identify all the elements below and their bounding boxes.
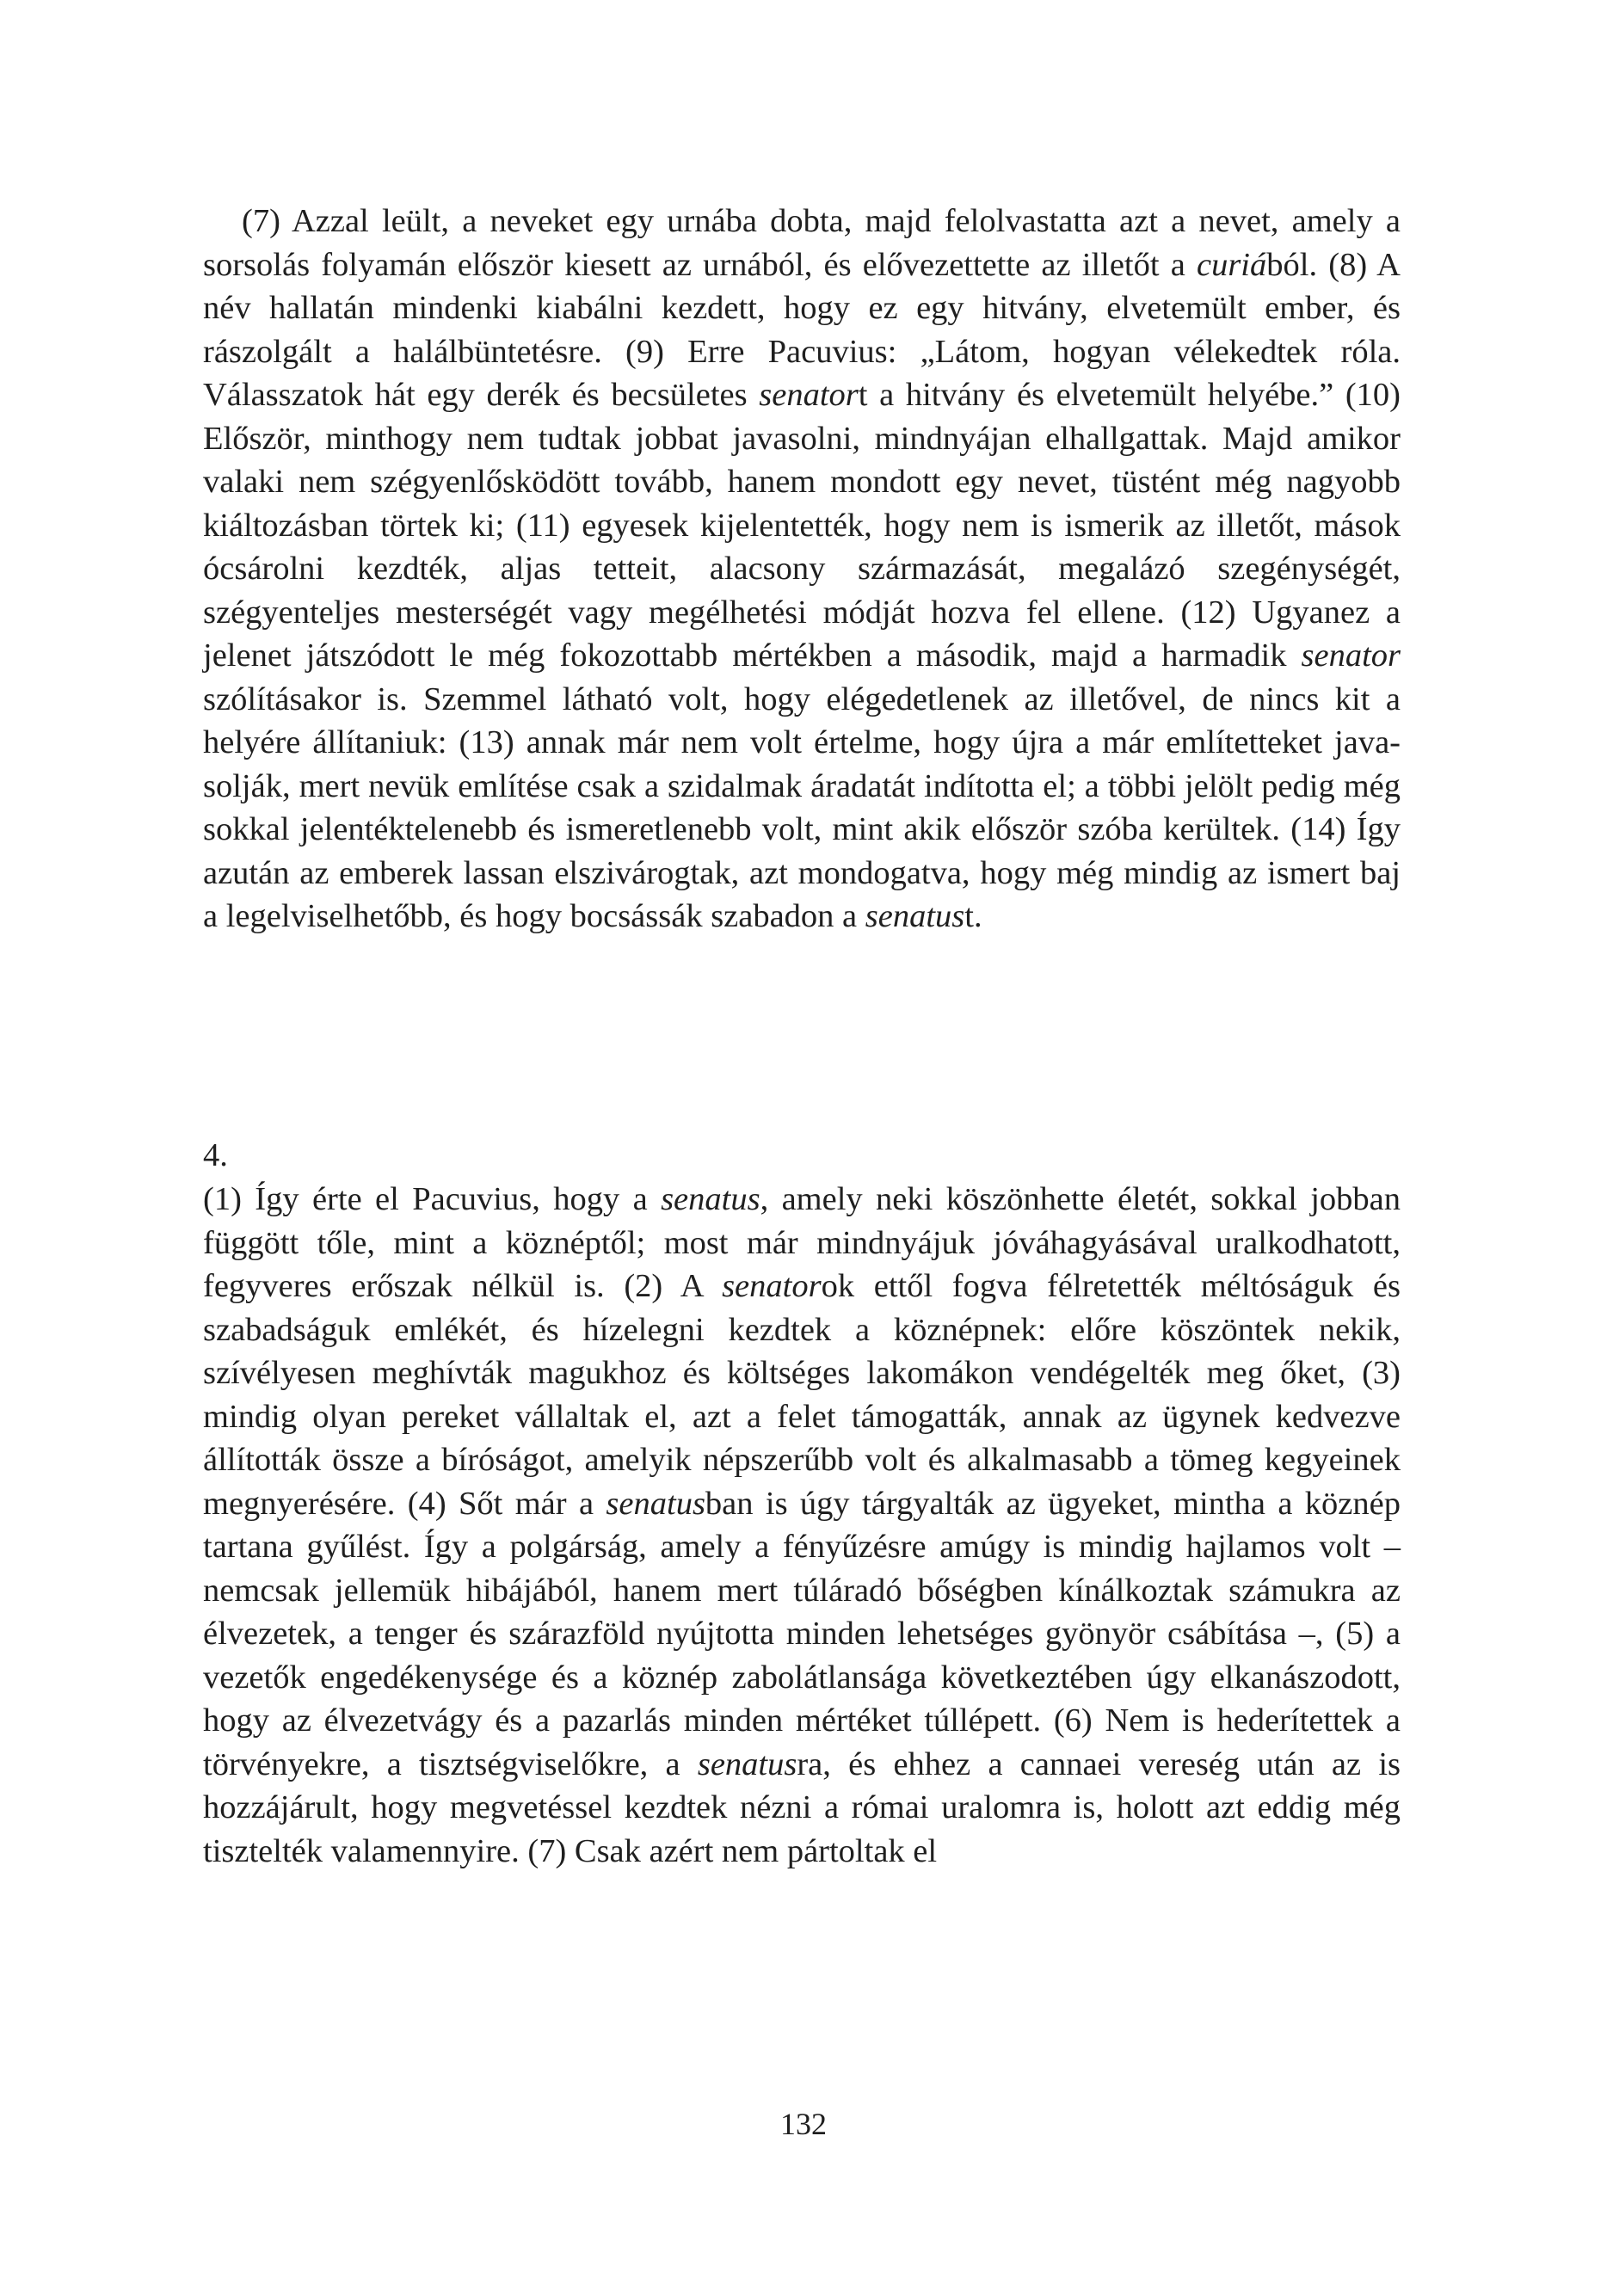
text-run: t. — [964, 898, 982, 934]
paragraph-chapter-4 — [203, 1178, 1401, 1873]
italic-term: senatus — [697, 1745, 797, 1782]
italic-term: senatus — [865, 898, 965, 934]
text-run: (7) Azzal leült, a neveket egy urnába dobta, majd felolvastatta azt a nevet, amely a sorsolás folyamán először kiesett az urnából, és elővezettette az illetőt a — [203, 203, 1401, 283]
text-run: szólításakor is. Szemmel látható volt, hogy elégedetlenek az illetővel, de nincs kit a helyére állítaniuk: (13) annak már nem volt értelme, hogy újra a már említetteket javasolják, mert nevük említése csak a szidalmak áradatát indította el; a többi jelölt pedig még sokkal jelentéktelenebb és ismeretlenebb volt, mint akik először szóba kerültek. (14) Így azután az emberek lassan elszivárogtak, azt mondogatva, hogy még mindig az ismert baj a legelviselhetőbb, és hogy bocsássák szabadon a — [203, 680, 1401, 934]
italic-term: curiá — [1196, 246, 1267, 283]
text-run: ok ettől fogva félretették méltóságuk és szabadságuk emlékét, és hízelegni kezdtek a köznépnek: előre köszöntek nekik, szívélyesen meghívták magukhoz és költséges lakomákon vendégelték meg őket, (3) mindig olyan pereket vállaltak el, azt a felet támogatták, annak az ügynek kedvezve állították össze a bíróságot, amelyik népszerűbb volt és alkalmasabb a tömeg kegyeinek megnyerésére. (4) Sőt már a — [203, 1268, 1401, 1522]
italic-term: senatus — [661, 1181, 760, 1217]
section-number: 4. — [203, 1137, 228, 1173]
italic-term: senator — [1301, 637, 1401, 674]
text-run: , amely neki köszönhette életét, sokkal jobban függött tőle, mint a köznéptől; most már mindnyájuk jóváhagyásával uralkodhatott, fegyveres erőszak nélkül is. (2) A — [203, 1181, 1401, 1304]
text-run: ra, és ehhez a cannaei vereség után az is hozzájárult, hogy megvetéssel kezdtek nézni a római uralomra is, holott azt eddig még tisztelték valamennyire. (7) Csak azért nem pártoltak el — [203, 1745, 1401, 1869]
paragraph-chapter-3-end — [203, 200, 1401, 939]
text-run: t a hitvány és elvetemült helyébe.” (10) Először, minthogy nem tudtak jobbat javasolni, mindnyájan elhallgattak. Majd amikor valaki nem szégyenlősködött tovább, hanem mondott egy nevet, tüstént még nagyobb kiáltozásban törtek ki; (11) egyesek kijelentették, hogy nem is ismerik az illetőt, mások ócsárolni kezdték, aljas tetteit, alacsony származását, megalázó szegénységét, szégyenteljes mesterségét vagy megélhetési módját hozva fel ellene. (12) Ugyanez a jelenet játszódott le még fokozottabb mértékben a második, majd a harmadik — [203, 377, 1401, 674]
page-number: 132 — [780, 2107, 827, 2141]
text-run: (1) Így érte el Pacuvius, hogy a — [203, 1181, 662, 1217]
text-run: ban is úgy tárgyalták az ügyeket, mintha a köznép tartana gyűlést. Így a polgárság, amely a fényűzésre amúgy is mindig hajlamos volt – nemcsak jellemük hibájából, hanem mert túláradó bőségben kínálkoztak számukra az élvezetek, a tenger és szárazföld nyújtotta minden lehetséges gyönyör csábítása –, (5) a vezetők engedékenysége és a köznép zabolátlansága következtében úgy elkanászodott, hogy az élvezetvágy és a pazarlás minden mértéket túllépett. (6) Nem is hederítettek a törvényekre, a tisztségviselőkre, a — [203, 1485, 1401, 1782]
italic-term: senator — [759, 377, 859, 413]
italic-term: senatus — [606, 1485, 705, 1522]
text-run: ból. (8) A név hallatán mindenki kiabálni kezdett, hogy ez egy hitvány, elvetemült ember, és rászolgált a halálbüntetésre. (9) Erre Pacuvius: „Látom, hogyan vélekedtek róla. Válasszatok hát egy derék és becsületes — [203, 246, 1401, 413]
italic-term: senator — [722, 1268, 822, 1304]
